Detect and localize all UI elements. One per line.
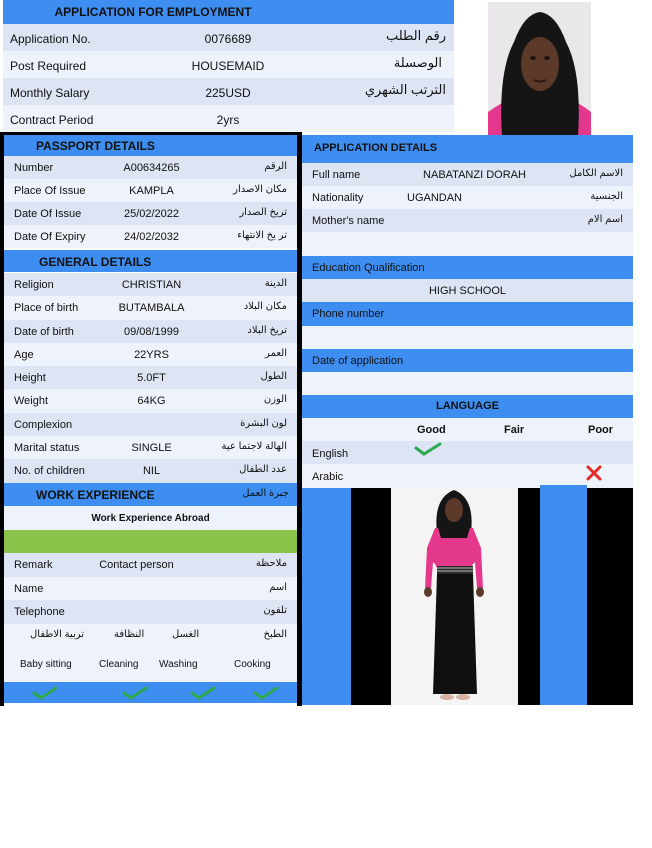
fullbody-image — [391, 488, 518, 705]
table-row — [4, 225, 297, 248]
row-value: 2yrs — [216, 113, 240, 127]
row-value: BUTAMBALA — [118, 302, 185, 315]
skill-label: Cleaning — [99, 659, 139, 670]
row-label: Height — [14, 372, 46, 385]
section-title: GENERAL DETAILS — [39, 255, 152, 269]
row-value: 5.0FT — [137, 372, 166, 385]
work-abroad-row — [4, 506, 297, 530]
row-arabic-label: الوزن — [263, 394, 287, 406]
level-label: Poor — [588, 424, 614, 436]
row-label: Application No. — [10, 32, 91, 46]
work-abroad-label: Work Experience Abroad — [91, 513, 210, 524]
skills-arabic-row — [4, 624, 297, 648]
language-section-header — [302, 395, 633, 418]
row-arabic-label: الجنسية — [590, 191, 623, 202]
row-arabic-label: الطول — [260, 371, 287, 383]
top-row — [3, 105, 454, 132]
row-value: NIL — [142, 465, 161, 478]
row-arabic-label: عدد الطفال — [239, 464, 287, 476]
row-value: NABATANZI DORAH — [423, 169, 526, 181]
phone-header — [302, 302, 633, 326]
skill-label: Washing — [159, 659, 198, 670]
table-row — [4, 366, 297, 389]
passport-table — [4, 156, 297, 248]
date-value-row — [302, 372, 633, 395]
row-value: KAMPLA — [129, 185, 174, 197]
language-levels-row — [302, 418, 633, 441]
page-title: APPLICATION FOR EMPLOYMENT — [54, 5, 252, 19]
section-arabic-title: جبرة العمل — [242, 488, 289, 499]
work-table — [4, 553, 297, 647]
row-arabic-label: تريخ الصدار — [239, 207, 287, 218]
education-header — [302, 256, 633, 279]
check-icon — [190, 686, 216, 700]
row-arabic-label: مكان الاصدار — [233, 184, 287, 195]
bottom-left-blue-panel — [302, 488, 351, 705]
level-label: Good — [417, 424, 446, 436]
check-icon — [414, 442, 442, 456]
table-row — [4, 389, 297, 412]
row-arabic-label: الترتب الشهري — [364, 82, 446, 97]
skill-label: Cooking — [234, 659, 271, 670]
row-value: 225USD — [205, 86, 251, 100]
section-title: WORK EXPERIENCE — [36, 488, 155, 502]
table-row — [4, 553, 297, 577]
row-arabic-label: الاسم الكامل — [569, 168, 623, 179]
education-value-row — [302, 279, 633, 302]
skill-arabic-label: تربية الاطفال — [30, 628, 85, 640]
row-arabic-label: ملاحظة — [255, 558, 287, 569]
table-row — [4, 600, 297, 624]
row-value: 22YRS — [134, 348, 169, 361]
top-row — [3, 24, 454, 51]
section-title: Education Qualification — [312, 262, 425, 274]
bottom-right-blue-panel — [540, 485, 587, 705]
skill-arabic-label: النظافة — [114, 628, 145, 640]
row-value: 64KG — [137, 395, 166, 408]
row-value: HOUSEMAID — [191, 59, 265, 73]
mother-name-value — [302, 232, 633, 256]
row-label: Age — [14, 348, 34, 361]
row-value: 09/08/1999 — [123, 325, 180, 338]
row-label: Complexion — [14, 418, 73, 431]
top-row — [3, 78, 454, 105]
row-arabic-label: العمر — [265, 347, 287, 359]
top-details — [3, 24, 454, 132]
row-arabic-label: اسم الام — [587, 214, 623, 225]
language-name: Arabic — [312, 471, 344, 483]
row-arabic-label: الدينة — [264, 278, 287, 289]
bottom-black-panel-right — [587, 488, 633, 705]
application-section-header — [302, 135, 633, 163]
full-name-row — [302, 163, 633, 186]
date-header — [302, 349, 633, 372]
table-row — [4, 459, 297, 482]
mother-name-row — [302, 209, 633, 232]
table-row — [4, 413, 297, 436]
row-arabic-label: تريخ البلاد — [247, 324, 287, 336]
photo-portrait — [488, 2, 591, 136]
portrait-image — [488, 2, 591, 136]
nationality-row — [302, 186, 633, 209]
photo-fullbody — [391, 488, 518, 705]
phone-value-row — [302, 326, 633, 349]
row-value: SINGLE — [131, 442, 172, 455]
row-value: A00634265 — [123, 162, 180, 174]
right-border — [633, 135, 635, 488]
row-arabic-label: لون البشرة — [240, 417, 287, 429]
row-arabic-label: تلفون — [263, 605, 287, 616]
row-label: Telephone — [14, 606, 65, 618]
row-label: Religion — [14, 279, 54, 291]
skill-arabic-label: الغسل — [172, 628, 200, 640]
table-row — [4, 273, 297, 296]
bottom-black-panel-left — [351, 488, 391, 705]
row-arabic-label: رقم الطلب — [385, 28, 446, 43]
row-label: Date of birth — [14, 325, 74, 338]
row-label: Place Of Issue — [14, 185, 86, 197]
general-section-header — [4, 250, 297, 272]
row-arabic-label: تر يخ الانتهاء — [237, 230, 287, 241]
row-label: Nationality — [312, 192, 364, 204]
table-row — [4, 202, 297, 225]
table-row — [4, 156, 297, 179]
row-label: Remark — [14, 559, 53, 571]
cross-icon — [586, 465, 602, 481]
row-label: Date Of Issue — [14, 208, 82, 220]
application-header — [3, 0, 454, 24]
row-label: Post Required — [10, 59, 87, 73]
level-label: Fair — [504, 424, 525, 436]
row-label: Marital status — [14, 442, 80, 455]
skills-row — [4, 647, 297, 682]
work-section-header — [4, 483, 297, 506]
education-value: HIGH SCHOOL — [428, 285, 506, 297]
check-icon — [253, 686, 279, 700]
general-table — [4, 273, 297, 483]
row-value: 0076689 — [204, 32, 252, 46]
bottom-black-panel-mid — [518, 488, 540, 705]
row-label: Full name — [312, 169, 361, 181]
row-label: Mother's name — [312, 215, 385, 227]
row-value: UGANDAN — [407, 192, 463, 204]
language-name: English — [312, 448, 349, 460]
row-label: Place of birth — [14, 302, 79, 315]
table-row — [4, 179, 297, 202]
skill-label: Baby sitting — [20, 659, 72, 670]
skill-arabic-label: الطبخ — [263, 628, 287, 640]
row-label: Monthly Salary — [10, 86, 90, 100]
language-row-english — [302, 441, 633, 464]
row-label: Date Of Expiry — [14, 231, 86, 243]
table-row — [4, 296, 297, 319]
check-icon — [122, 686, 148, 700]
row-arabic-label: الهالة لاجتما عية — [221, 441, 287, 453]
check-icon — [32, 686, 58, 700]
section-title: Date of application — [312, 355, 404, 367]
row-arabic-label: الرقم — [264, 161, 287, 172]
passport-section-header — [4, 135, 297, 156]
section-title: Phone number — [312, 308, 385, 320]
table-row — [4, 320, 297, 343]
row-arabic-label: مكان البلاد — [243, 301, 287, 313]
row-arabic-label: الوصسلة — [393, 55, 442, 70]
section-title: APPLICATION DETAILS — [314, 142, 438, 154]
row-value: Contact person — [99, 559, 174, 571]
row-label: Name — [14, 582, 44, 595]
row-label: Contract Period — [10, 113, 94, 127]
row-arabic-label: اسم — [269, 581, 287, 593]
table-row — [4, 577, 297, 601]
row-value: 24/02/2032 — [123, 231, 180, 243]
row-value: CHRISTIAN — [121, 279, 182, 291]
row-label: Weight — [14, 395, 49, 408]
row-value: 25/02/2022 — [123, 208, 180, 220]
skills-check-row — [4, 682, 297, 703]
row-label: Number — [14, 162, 54, 174]
work-abroad-bar — [4, 530, 297, 553]
top-row — [3, 51, 454, 78]
table-row — [4, 436, 297, 459]
section-title: LANGUAGE — [436, 400, 499, 412]
section-title: PASSPORT DETAILS — [36, 139, 155, 153]
table-row — [4, 343, 297, 366]
row-label: No. of children — [14, 465, 85, 478]
